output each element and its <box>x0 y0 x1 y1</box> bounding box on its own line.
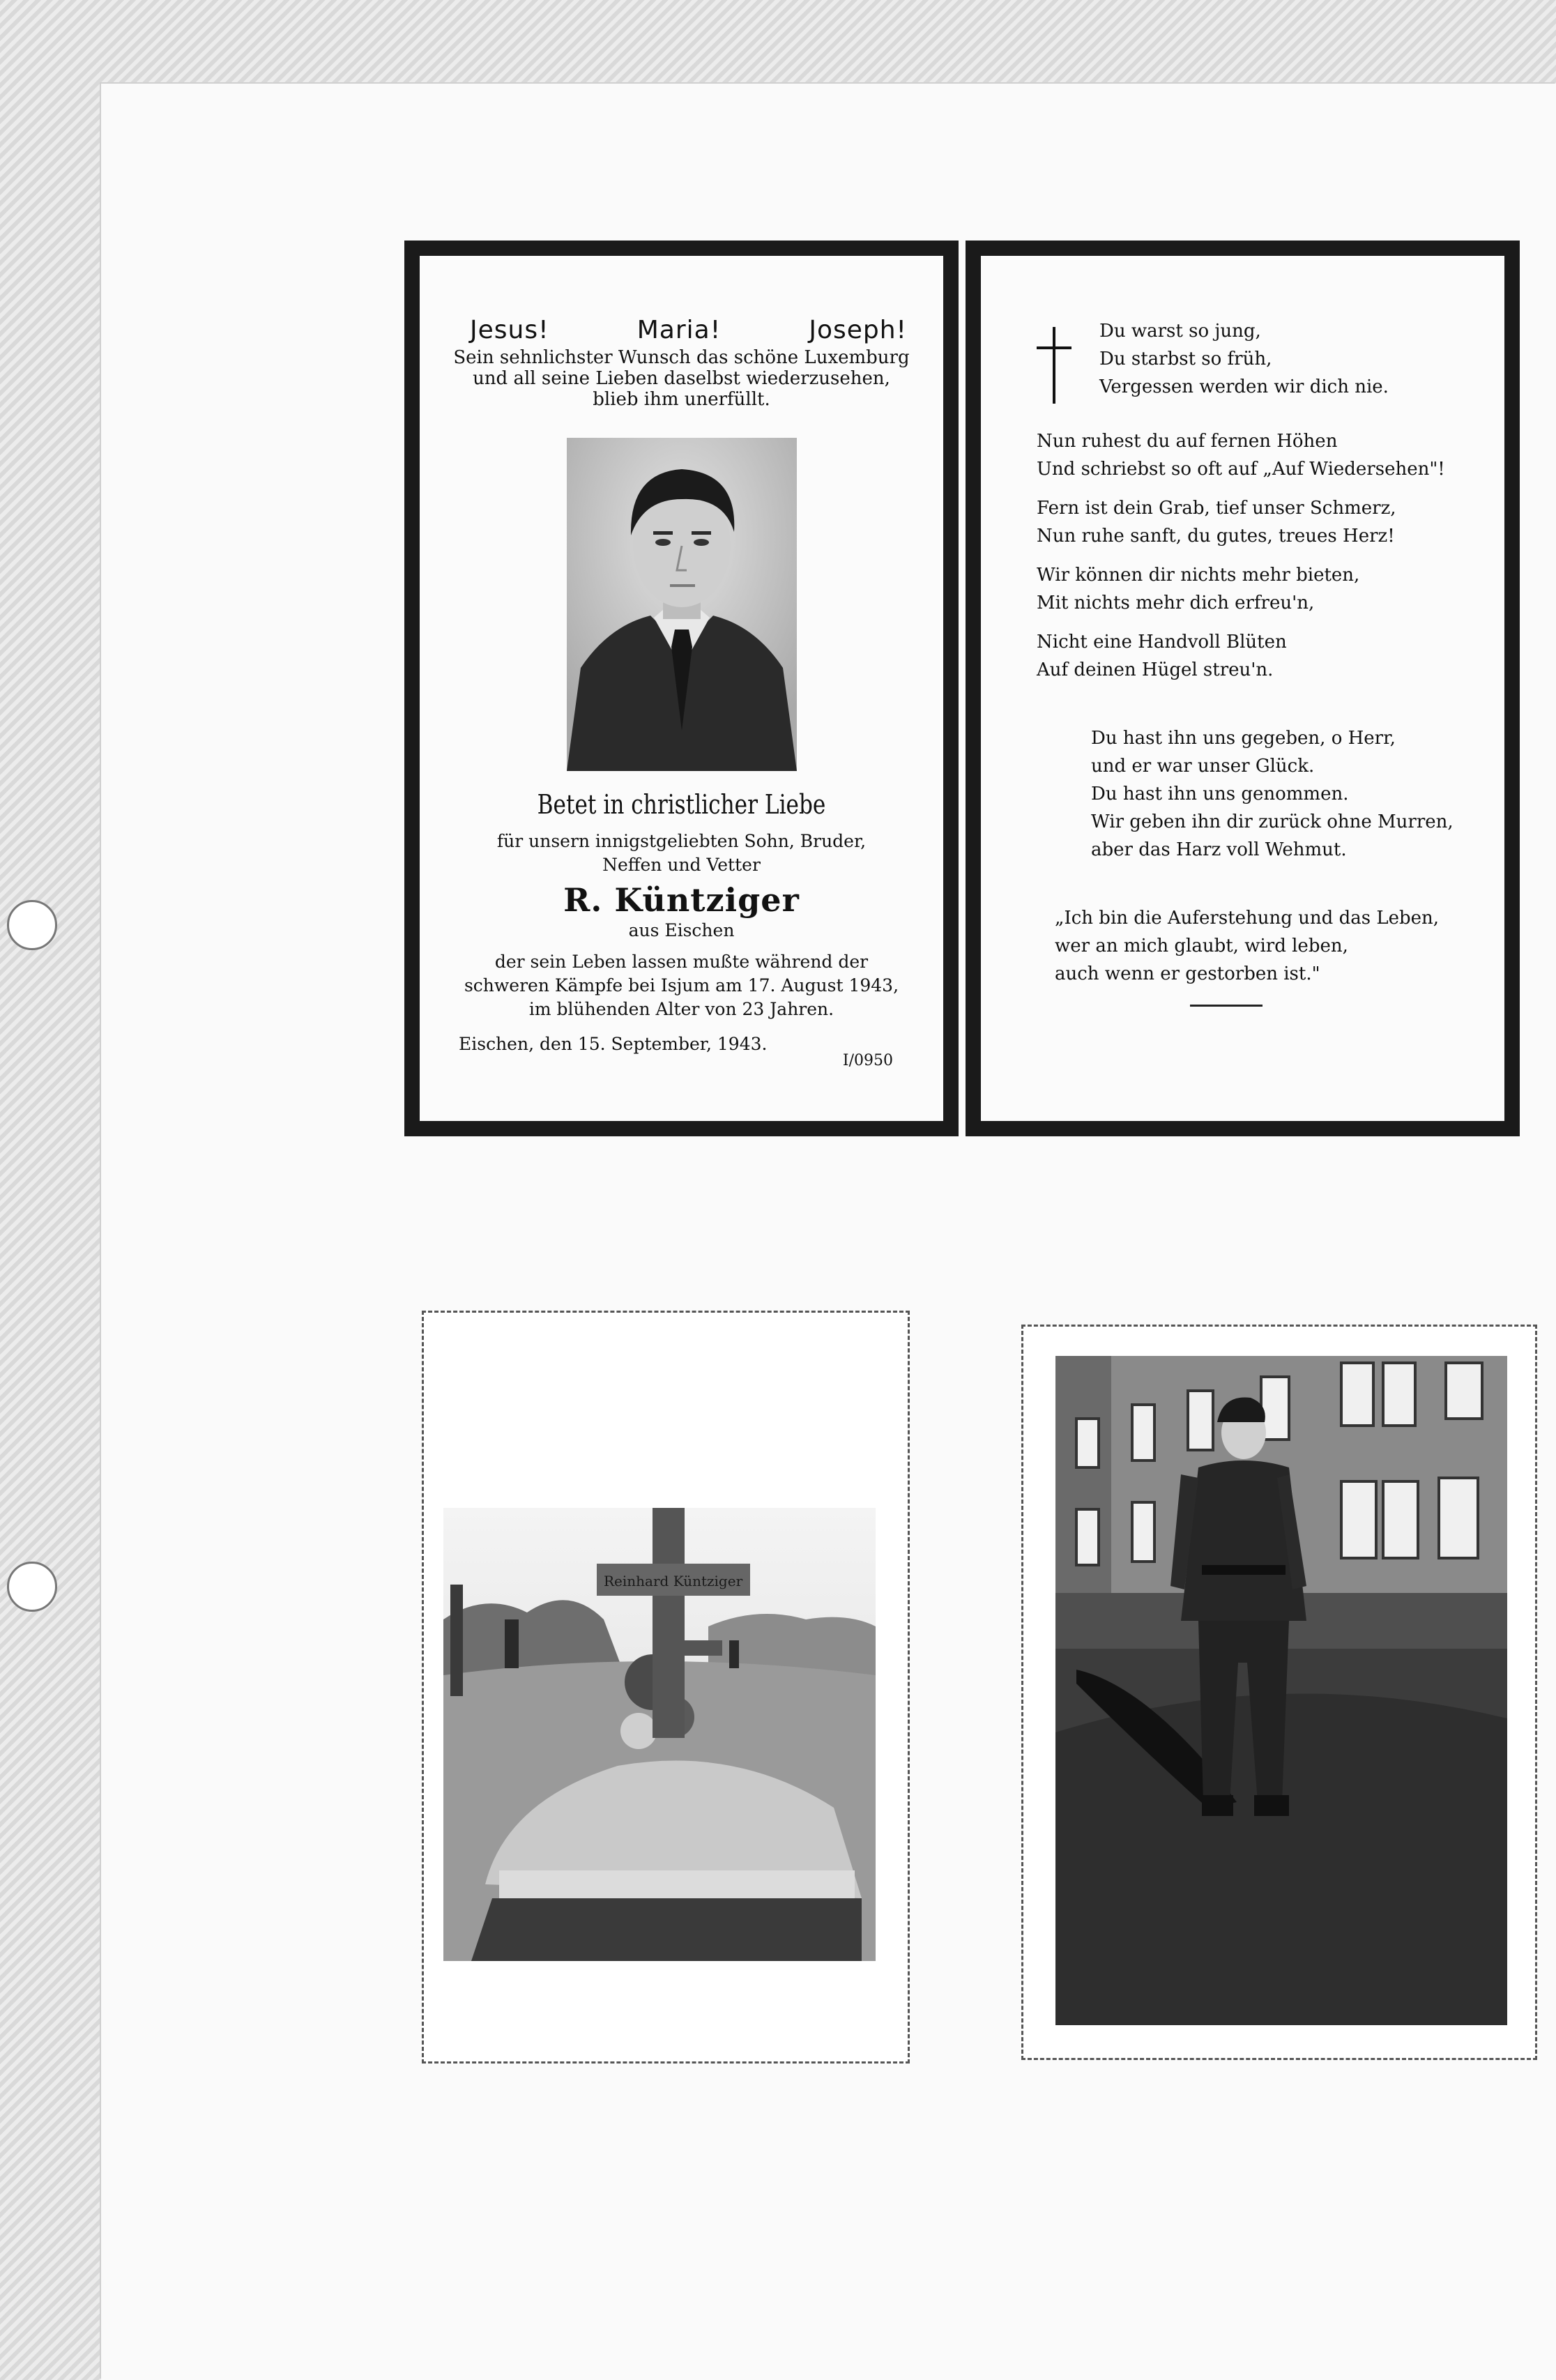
invocation-jesus: Jesus! <box>470 316 549 344</box>
verse-1 <box>1099 317 1389 401</box>
verse-line: Du hast ihn uns gegeben, o Herr, <box>1091 728 1396 749</box>
verse-6 <box>1091 724 1477 864</box>
verse-line: Auf deinen Hügel streu'n. <box>1037 659 1274 680</box>
binder-hole <box>7 900 57 950</box>
death-line: im blühenden Alter von 23 Jahren. <box>528 999 834 1019</box>
portrait-image <box>567 438 797 771</box>
portrait-photo <box>567 438 797 771</box>
scripture-quote <box>1055 904 1477 988</box>
verse-2 <box>1037 427 1477 483</box>
invocation <box>420 316 943 344</box>
invocation-maria: Maria! <box>636 316 722 344</box>
latin-cross-icon <box>1037 327 1071 404</box>
memorial-card-front <box>404 241 959 1136</box>
soldier-image <box>1055 1356 1507 2025</box>
death-text <box>420 950 943 1021</box>
card-inner <box>420 256 943 1121</box>
wish-line: Sein sehnlichster Wunsch das schöne Luxemburg <box>453 347 910 368</box>
quote-line: wer an mich glaubt, wird leben, <box>1055 936 1348 956</box>
verse-line: aber das Harz voll Wehmut. <box>1091 839 1347 860</box>
verse-line: Vergessen werden wir dich nie. <box>1099 376 1389 397</box>
quote-line: auch wenn er gestorben ist." <box>1055 963 1320 984</box>
verse-line: Nicht eine Handvoll Blüten <box>1037 632 1287 653</box>
verse-line: Du warst so jung, <box>1099 321 1261 342</box>
verse-line: Wir können dir nichts mehr bieten, <box>1037 565 1360 586</box>
wish-text <box>439 347 924 410</box>
verse-line: Du starbst so früh, <box>1099 349 1272 369</box>
origin-text: aus Eischen <box>628 920 735 940</box>
card-inner <box>981 256 1504 1121</box>
death-line: der sein Leben lassen mußte während der <box>494 952 869 972</box>
verse-line: Wir geben ihn dir zurück ohne Murren, <box>1091 811 1454 832</box>
divider-rule <box>1190 1005 1263 1007</box>
wish-line: blieb ihm unerfüllt. <box>593 389 770 410</box>
memorial-card-back <box>966 241 1520 1136</box>
wish-line: und all seine Lieben daselbst wiederzusehen, <box>473 368 890 389</box>
soldier-photo-frame <box>1021 1325 1537 2060</box>
grave-photo-frame <box>422 1311 910 2064</box>
cross-inscription: Reinhard Küntziger <box>604 1573 743 1589</box>
grave-photo <box>443 1508 876 1961</box>
card-footer <box>420 1034 943 1069</box>
verse-line: und er war unser Glück. <box>1091 756 1315 777</box>
card-number: I/0950 <box>842 1052 893 1069</box>
dedication-line: für unsern innigstgeliebten Sohn, Bruder, <box>496 831 867 851</box>
verse-3 <box>1037 494 1477 550</box>
death-line: schweren Kämpfe bei Isjum am 17. August 1943, <box>464 975 899 996</box>
binder-hole <box>7 1562 57 1612</box>
place-date: Eischen, den 15. September, 1943. <box>459 1034 768 1054</box>
verse-5 <box>1037 628 1477 684</box>
verse-line: Nun ruhe sanft, du gutes, treues Herz! <box>1037 526 1395 547</box>
dedication-line: Neffen und Vetter <box>602 855 761 875</box>
deceased-name: R. Küntziger <box>563 881 800 919</box>
verse-line: Fern ist dein Grab, tief unser Schmerz, <box>1037 498 1396 519</box>
verse-line: Nun ruhest du auf fernen Höhen <box>1037 431 1338 452</box>
verse-line: Du hast ihn uns genommen. <box>1091 784 1349 804</box>
verse-4 <box>1037 561 1477 617</box>
dedication-text <box>420 830 943 877</box>
invocation-joseph: Joseph! <box>809 316 907 344</box>
grave-image <box>443 1508 876 1961</box>
soldier-photo <box>1055 1356 1507 2025</box>
verse-line: Und schriebst so oft auf „Auf Wiedersehen"! <box>1037 459 1445 480</box>
prayer-heading: Betet in christlicher Liebe <box>537 789 826 820</box>
quote-line: „Ich bin die Auferstehung und das Leben, <box>1055 908 1440 929</box>
verse-line: Mit nichts mehr dich erfreu'n, <box>1037 593 1315 613</box>
